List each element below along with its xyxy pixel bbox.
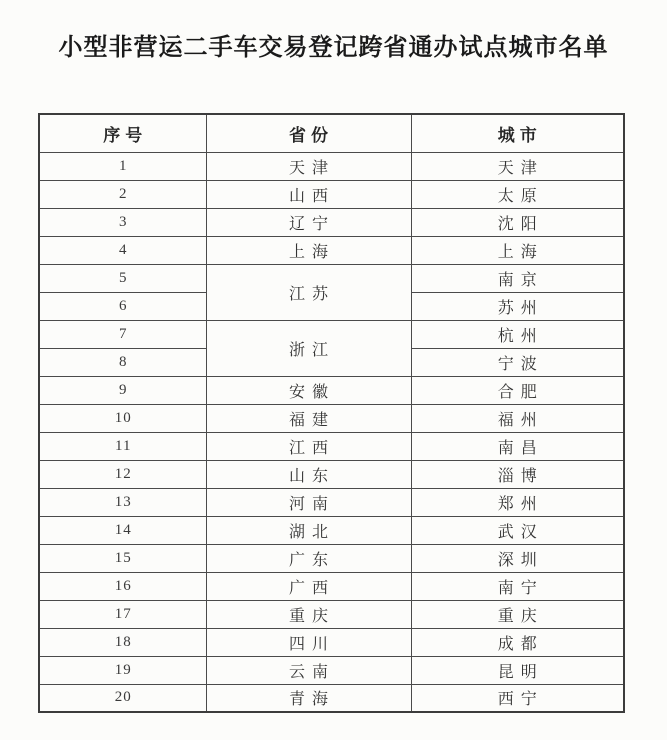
cell-index: 14: [39, 516, 206, 544]
cell-province: 江苏: [206, 264, 411, 320]
cell-city: 天津: [411, 152, 624, 180]
cell-city: 成都: [411, 628, 624, 656]
cell-province: 青海: [206, 684, 411, 712]
table-row: [39, 460, 624, 488]
cell-province: 云南: [206, 656, 411, 684]
cell-province: 广西: [206, 572, 411, 600]
cell-index: 17: [39, 600, 206, 628]
cell-province: 江西: [206, 432, 411, 460]
column-header-province: 省份: [206, 114, 411, 152]
cell-city: 杭州: [411, 320, 624, 348]
table-header-row: [39, 114, 624, 152]
table-row: [39, 516, 624, 544]
table-row: [39, 684, 624, 712]
cell-province: 河南: [206, 488, 411, 516]
cell-province: 广东: [206, 544, 411, 572]
cell-city: 太原: [411, 180, 624, 208]
cell-index: 16: [39, 572, 206, 600]
cell-index: 18: [39, 628, 206, 656]
table-row: [39, 544, 624, 572]
cell-index: 3: [39, 208, 206, 236]
pilot-cities-table: [38, 113, 625, 713]
cell-province: 福建: [206, 404, 411, 432]
cell-province: 湖北: [206, 516, 411, 544]
cell-index: 9: [39, 376, 206, 404]
cell-index: 8: [39, 348, 206, 376]
cell-city: 昆明: [411, 656, 624, 684]
cell-city: 重庆: [411, 600, 624, 628]
cell-index: 4: [39, 236, 206, 264]
cell-city: 苏州: [411, 292, 624, 320]
cell-index: 6: [39, 292, 206, 320]
table-row: [39, 432, 624, 460]
column-header-city: 城市: [411, 114, 624, 152]
table-row: [39, 656, 624, 684]
cell-city: 福州: [411, 404, 624, 432]
table-row: [39, 628, 624, 656]
cell-province: 上海: [206, 236, 411, 264]
cell-city: 宁波: [411, 348, 624, 376]
table-row: [39, 180, 624, 208]
cell-province: 山西: [206, 180, 411, 208]
cell-province: 天津: [206, 152, 411, 180]
cell-index: 13: [39, 488, 206, 516]
cell-province: 安徽: [206, 376, 411, 404]
cell-city: 深圳: [411, 544, 624, 572]
table-row: [39, 600, 624, 628]
cell-index: 11: [39, 432, 206, 460]
cell-province: 山东: [206, 460, 411, 488]
cell-city: 郑州: [411, 488, 624, 516]
cell-province: 辽宁: [206, 208, 411, 236]
table-row: [39, 320, 624, 348]
cell-city: 合肥: [411, 376, 624, 404]
cell-index: 12: [39, 460, 206, 488]
table-row: [39, 264, 624, 292]
table-row: [39, 488, 624, 516]
cell-index: 10: [39, 404, 206, 432]
table-row: [39, 376, 624, 404]
cell-province: 重庆: [206, 600, 411, 628]
cell-city: 沈阳: [411, 208, 624, 236]
cell-index: 7: [39, 320, 206, 348]
table-row: [39, 572, 624, 600]
cell-city: 南京: [411, 264, 624, 292]
page-title: 小型非营运二手车交易登记跨省通办试点城市名单: [58, 35, 609, 61]
cell-index: 19: [39, 656, 206, 684]
cell-city: 南昌: [411, 432, 624, 460]
table-row: [39, 404, 624, 432]
cell-index: 15: [39, 544, 206, 572]
cell-city: 武汉: [411, 516, 624, 544]
table-row: [39, 208, 624, 236]
table-row: [39, 236, 624, 264]
cell-index: 5: [39, 264, 206, 292]
column-header-index: 序号: [39, 114, 206, 152]
table-row: [39, 152, 624, 180]
cell-city: 西宁: [411, 684, 624, 712]
cell-province: 浙江: [206, 320, 411, 376]
table-body: [39, 152, 624, 712]
cell-index: 1: [39, 152, 206, 180]
cell-index: 20: [39, 684, 206, 712]
cell-province: 四川: [206, 628, 411, 656]
cell-city: 上海: [411, 236, 624, 264]
cell-city: 淄博: [411, 460, 624, 488]
cell-index: 2: [39, 180, 206, 208]
cell-city: 南宁: [411, 572, 624, 600]
